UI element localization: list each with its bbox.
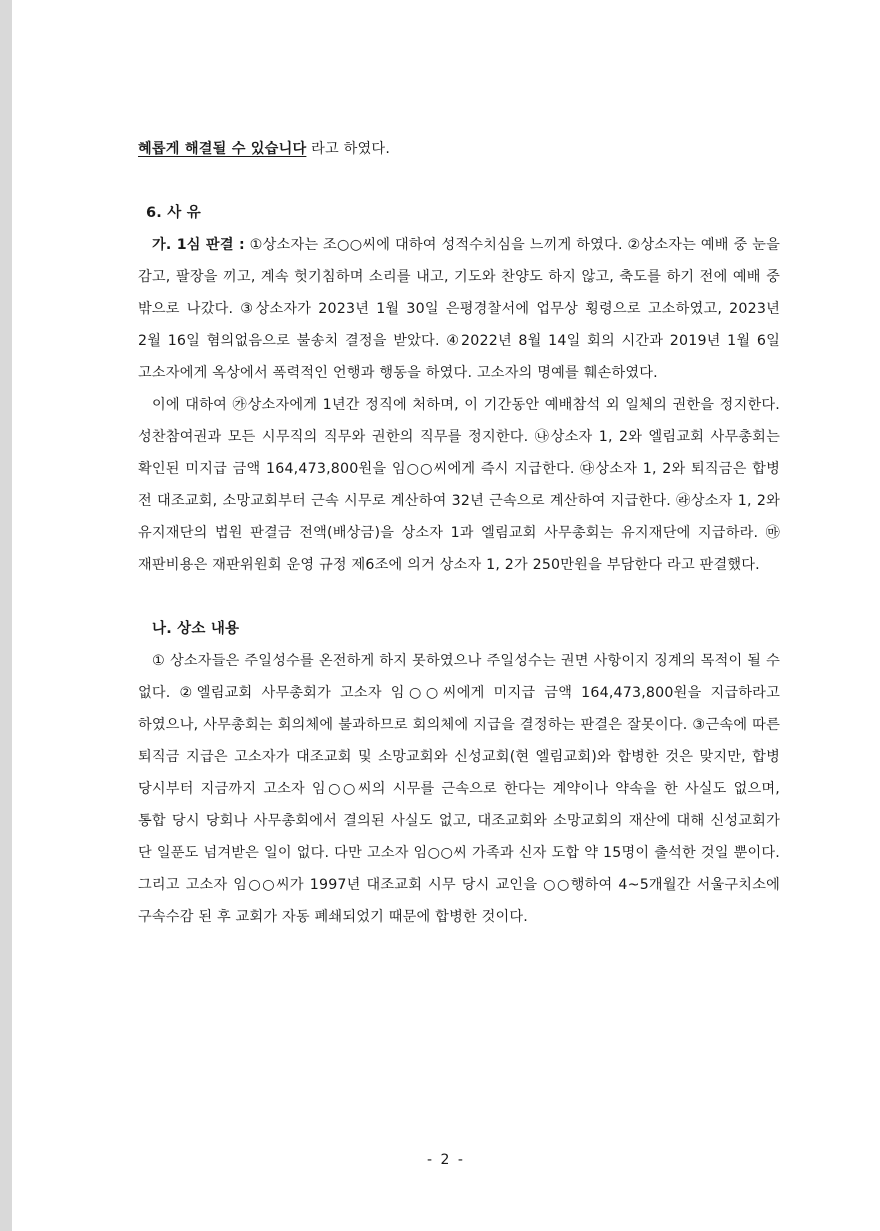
page-number: - 2 - <box>427 1152 465 1168</box>
intro-rest-text: 라고 하였다. <box>306 141 391 157</box>
section-6a-ruling-paragraph: 이에 대하여 ㉮상소자에게 1년간 정직에 처하며, 이 기간동안 예배참석 외 일체의 권한을 정지한다. 성찬참여권과 모든 시무직의 직무와 권한의 직무를 정지한다. ㉯상소자 1, 2와 엘림교회 사무총회는 확인된 미지급 금액 164,473,800원을 임○○씨에게 즉시 지급한다. ㉰상소자 1, 2와 퇴직금은 합병 전 대조교회, 소망교회부터 근속 시무로 계산하여 32년 근속으로 계산하여 지급한다. ㉱상소자 1, 2와 유지재단의 법원 판결금 전액(배상금)을 상소자 1과 엘림교회 사무총회는 유지재단에 지급하라. ㉲ 재판비용은 재판위원회 운영 규정 제6조에 의거 상소자 1, 2가 250만원을 부담한다 라고 판결했다. <box>138 397 780 573</box>
section-6-title: 6. 사 유 <box>146 205 201 221</box>
intro-underlined-text: 혜롭게 해결될 수 있습니다 <box>138 141 307 157</box>
page-content <box>138 133 780 933</box>
section-6b-title: 나. 상소 내용 <box>152 621 240 637</box>
viewer-left-margin <box>0 0 12 1231</box>
document-page <box>12 0 880 1231</box>
section-6a-paragraph <box>138 229 780 389</box>
section-6a-text: ①상소자는 조○○씨에 대하여 성적수치심을 느끼게 하였다. ②상소자는 예배 중 눈을 감고, 팔장을 끼고, 계속 헛기침하며 소리를 내고, 기도와 찬양도 하지 않고, 축도를 하기 전에 예배 중 밖으로 나갔다. ③상소자가 2023년 1월 30일 은평경찰서에 업무상 횡령으로 고소하였고, 2023년 2월 16일 혐의없음으로 불송치 결정을 받았다. ④2022년 8월 14일 회의 시간과 2019년 1월 6일 고소자에게 옥상에서 폭력적인 언행과 행동을 하였다. 고소자의 명예를 훼손하였다. <box>138 237 780 381</box>
intro-line <box>138 133 780 165</box>
section-6b-paragraph: ① 상소자들은 주일성수를 온전하게 하지 못하였으나 주일성수는 권면 사항이지 징계의 목적이 될 수 없다. ②엘림교회 사무총회가 고소자 임○○씨에게 미지급 금액 164,473,800원을 지급하라고 하였으나, 사무총회는 회의체에 불과하므로 회의체에 지급을 결정하는 판결은 잘못이다. ③근속에 따른 퇴직금 지급은 고소자가 대조교회 및 소망교회와 신성교회(현 엘림교회)와 합병한 것은 맞지만, 합병 당시부터 지금까지 고소자 임○○씨의 시무를 근속으로 한다는 계약이나 약속을 한 사실도 없으며, 통합 당시 당회나 사무총회에서 결의된 사실도 없고, 대조교회와 소망교회의 재산에 대해 신성교회가 단 일푼도 넘겨받은 일이 없다. 다만 고소자 임○○씨 가족과 신자 도합 약 15명이 출석한 것일 뿐이다. 그리고 고소자 임○○씨가 1997년 대조교회 시무 당시 교인을 ○○행하여 4~5개월간 서울구치소에 구속수감 된 후 교회가 자동 폐쇄되었기 때문에 합병한 것이다. <box>138 653 780 925</box>
section-6a-label: 가. 1심 판결 : <box>152 237 245 253</box>
